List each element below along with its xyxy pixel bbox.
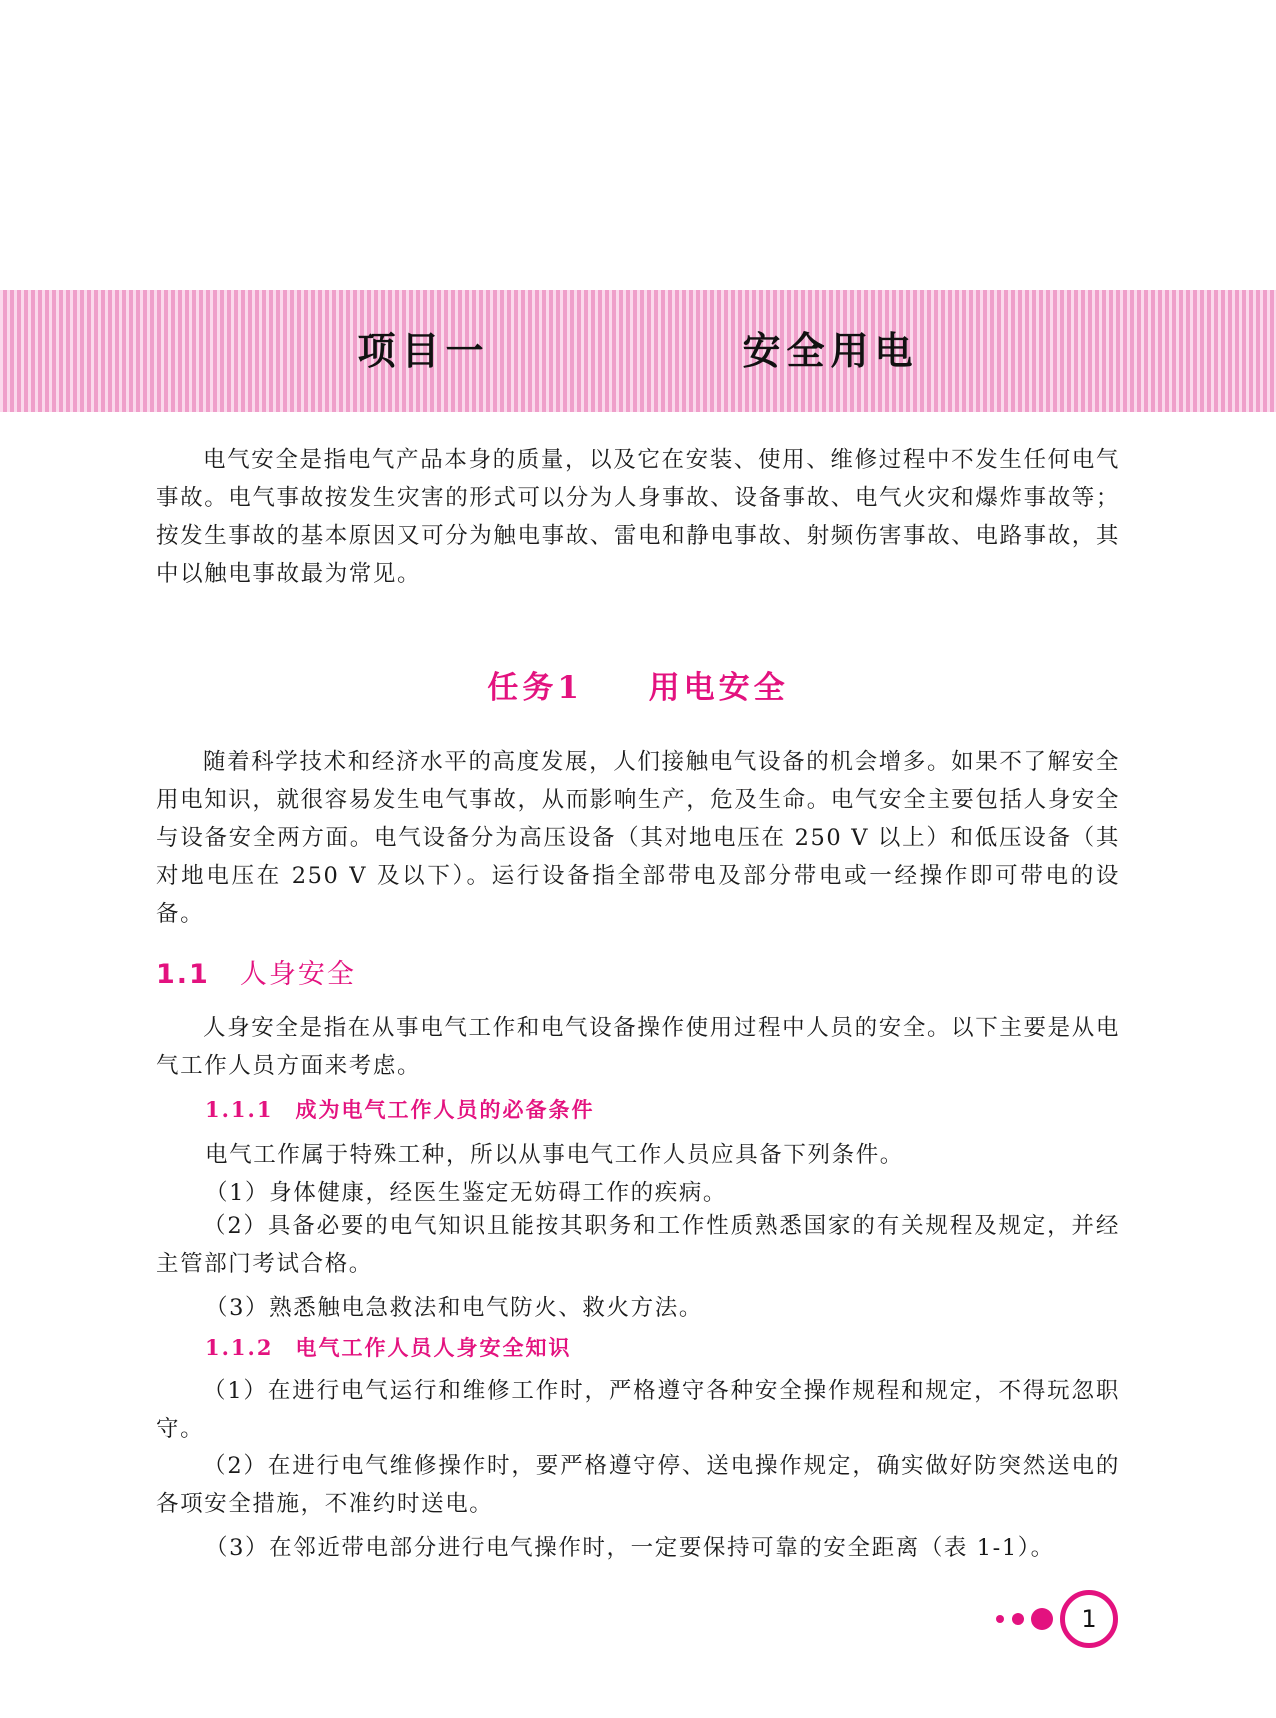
section-1-1-paragraph: 人身安全是指在从事电气工作和电气设备操作使用过程中人员的安全。以下主要是从电气工作人员方面来考虑。: [156, 1015, 1120, 1079]
chapter-title: 项目一 安全用电: [357, 329, 919, 373]
subsection-1-1-1-lead: 电气工作属于特殊工种，所以从事电气工作人员应具备下列条件。: [205, 1142, 904, 1168]
decorative-dot-icon: [996, 1615, 1004, 1623]
page-number: 1: [1060, 1590, 1118, 1648]
subsection-title: 成为电气工作人员的必备条件: [295, 1097, 595, 1122]
subsection-title: 电气工作人员人身安全知识: [295, 1335, 572, 1360]
subsection-number: 1.1.2: [205, 1335, 274, 1360]
list-item: （2）具备必要的电气知识且能按其职务和工作性质熟悉国家的有关规程及规定，并经主管部门考试合格。: [156, 1213, 1120, 1277]
task-paragraph: 随着科学技术和经济水平的高度发展，人们接触电气设备的机会增多。如果不了解安全用电知识，就很容易发生电气事故，从而影响生产，危及生命。电气安全主要包括人身安全与设备安全两方面。电气设备分为高压设备（其对地电压在 250 V 以上）和低压设备（其对地电压在 250 V 及以下）。运行设备指全部带电及部分带电或一经操作即可带电的设备。: [156, 749, 1121, 927]
list-item: （1）在进行电气运行和维修工作时，严格遵守各种安全操作规程和规定，不得玩忽职守。: [156, 1378, 1120, 1442]
intro-paragraph: 电气安全是指电气产品本身的质量，以及它在安装、使用、维修过程中不发生任何电气事故。电气事故按发生灾害的形式可以分为人身事故、设备事故、电气火灾和爆炸事故等；按发生事故的基本原因又可分为触电事故、雷电和静电事故、射频伤害事故、电路事故，其中以触电事故最为常见。: [156, 447, 1121, 587]
list-item: （3）熟悉触电急救法和电气防火、救火方法。: [205, 1295, 703, 1321]
section-number: 1.1: [156, 959, 210, 990]
section-title: 人身安全: [239, 959, 356, 990]
task-title: 任务1 用电安全: [487, 670, 789, 706]
section-heading-1-1: [156, 952, 356, 991]
page-number-marker: [990, 1588, 1120, 1648]
decorative-dot-icon: [1031, 1608, 1053, 1630]
list-item: （1）身体健康，经医生鉴定无妨碍工作的疾病。: [205, 1180, 728, 1206]
subsection-heading-1-1-2: [205, 1332, 571, 1362]
list-item: （2）在进行电气维修操作时，要严格遵守停、送电操作规定，确实做好防突然送电的各项安全措施，不准约时送电。: [156, 1453, 1120, 1517]
decorative-dot-icon: [1012, 1613, 1024, 1625]
subsection-number: 1.1.1: [205, 1097, 274, 1122]
list-item: （3）在邻近带电部分进行电气操作时，一定要保持可靠的安全距离（表 1-1）。: [205, 1535, 1055, 1561]
subsection-heading-1-1-1: [205, 1094, 594, 1124]
